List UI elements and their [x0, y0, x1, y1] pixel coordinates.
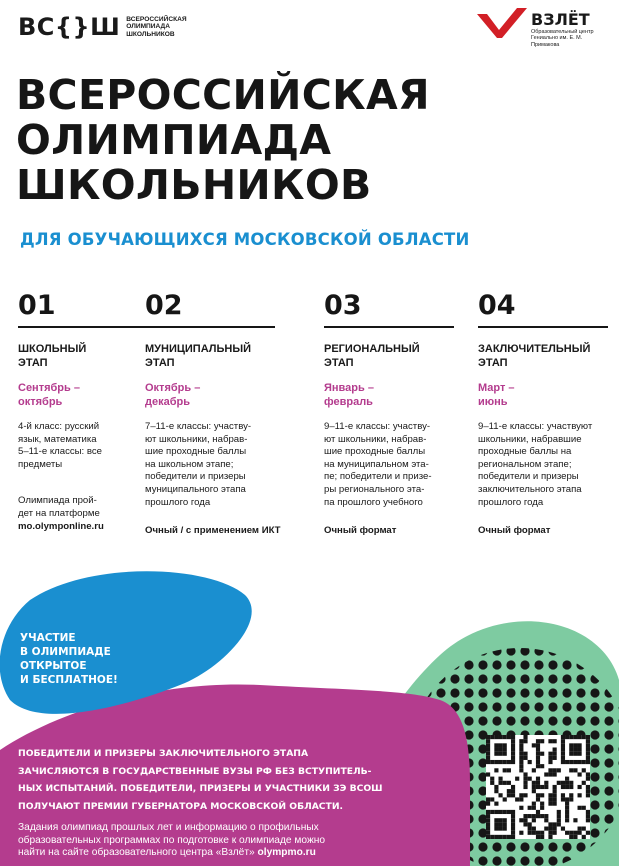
stage-name — [478, 342, 619, 370]
vsosh-logo-subtitle: ВСЕРОССИЙСКАЯ ОЛИМПИАДА ШКОЛЬНИКОВ — [126, 15, 187, 38]
vzlet-logo — [477, 8, 611, 48]
desc-line: на школьном этапе; — [145, 458, 234, 470]
stage-period-line: июнь — [478, 395, 508, 408]
page-subtitle: ДЛЯ ОБУЧАЮЩИХСЯ МОСКОВСКОЙ ОБЛАСТИ — [20, 230, 470, 249]
vzlet-logo-name: ВЗЛЁТ — [531, 10, 590, 29]
stage-number: 03 — [324, 290, 362, 321]
stage-name — [145, 342, 287, 370]
stage-name-line: ЭТАП — [18, 357, 48, 369]
stage-name-line: ЭТАП — [478, 357, 508, 369]
platform-line: Олимпиада прой- — [18, 495, 97, 507]
qr-code-icon[interactable] — [486, 735, 590, 839]
page-title — [16, 73, 430, 208]
stage-description — [478, 421, 619, 509]
stage-number: 01 — [18, 290, 56, 321]
vsosh-logo-mark: ВС{}Ш — [18, 13, 121, 41]
olympmo-url-link[interactable]: olympmo.ru — [257, 847, 316, 858]
stage-divider — [478, 326, 608, 328]
stage-period — [145, 382, 287, 409]
desc-line: пе; победители и призе- — [324, 471, 432, 483]
desc-line: заключительного этапа — [478, 483, 582, 495]
stage-platform — [18, 495, 160, 533]
stage-format: Очный формат — [324, 525, 397, 537]
desc-line: прошлого года — [478, 496, 544, 508]
stage-period-line: Январь – — [324, 382, 374, 394]
desc-line: 7–11-е классы: участву- — [145, 421, 252, 432]
desc-line: 4-й класс: русский — [18, 421, 100, 432]
stage-period-line: Март – — [478, 382, 515, 394]
stage-number: 02 — [145, 290, 183, 321]
stage-description — [18, 421, 160, 471]
stage-name-line: ЭТАП — [324, 357, 354, 369]
winners-line: ЗАЧИСЛЯЮТСЯ В ГОСУДАРСТВЕННЫЕ ВУЗЫ РФ БЕЗ ВСТУПИТЕЛЬ- — [18, 765, 372, 777]
vzlet-logo-subtitle: Образовательный центр Гениально им. Е. М. Примакова — [531, 29, 594, 48]
desc-line: язык, математика — [18, 433, 97, 445]
desc-line: победители и призеры — [145, 471, 246, 483]
winners-line: ПОЛУЧАЮТ ПРЕМИИ ГУБЕРНАТОРА МОСКОВСКОЙ ОБЛАСТИ. — [18, 800, 343, 812]
stage-name-line: МУНИЦИПАЛЬНЫЙ — [145, 343, 252, 355]
title-line: ВСЕРОССИЙСКАЯ — [16, 71, 430, 119]
stage-description — [145, 421, 287, 509]
free-line: ОТКРЫТОЕ — [20, 660, 87, 672]
desc-line: шие проходные баллы — [145, 446, 247, 458]
tasks-line: образовательных программах по подготовке к олимпиаде можно — [18, 834, 326, 846]
tasks-info-text — [18, 822, 458, 860]
winners-text — [18, 745, 438, 815]
desc-line: предметы — [18, 458, 63, 470]
desc-line: 9–11-е классы: участвуют — [478, 421, 593, 432]
stage-name-line: ЗАКЛЮЧИТЕЛЬНЫЙ — [478, 343, 591, 355]
desc-line: ют школьники, набрав- — [324, 433, 427, 445]
tasks-line: найти на сайте образовательного центра «Взлёт» — [18, 847, 255, 858]
desc-line: 5–11-е классы: все — [18, 446, 103, 458]
stage-description — [324, 421, 466, 509]
stage-period-line: Октябрь – — [145, 382, 201, 394]
vsosh-logo — [18, 13, 216, 41]
stage-name-line: РЕГИОНАЛЬНЫЙ — [324, 343, 420, 355]
stage-name — [324, 342, 466, 370]
desc-line: прошлого года — [145, 496, 211, 508]
desc-line: ют школьники, набрав- — [145, 433, 248, 445]
stage-divider — [18, 326, 148, 328]
tasks-line: Задания олимпиад прошлых лет и информацию о профильных — [18, 822, 319, 833]
desc-line: па прошлого учебного — [324, 496, 423, 508]
title-line: ОЛИМПИАДА — [16, 116, 332, 164]
desc-line: проходные баллы на — [478, 446, 572, 458]
desc-line: региональном этапе; — [478, 458, 572, 470]
winners-line: НЫХ ИСПЫТАНИЙ. ПОБЕДИТЕЛИ, ПРИЗЕРЫ И УЧАСТНИКИ ЗЭ ВСОШ — [18, 783, 383, 794]
stage-column-4 — [478, 292, 619, 537]
desc-line: школьники, набравшие — [478, 433, 582, 445]
free-line: В ОЛИМПИАДЕ — [20, 646, 111, 658]
stage-period — [478, 382, 619, 409]
stage-period — [324, 382, 466, 409]
desc-line: 9–11-е классы: участву- — [324, 421, 431, 432]
platform-url-link[interactable]: mo.olymponline.ru — [18, 520, 104, 532]
stage-column-2 — [145, 292, 287, 537]
desc-line: шие проходные баллы — [324, 446, 426, 458]
stage-period-line: декабрь — [145, 395, 190, 408]
desc-line: на муниципальном эта- — [324, 458, 429, 470]
stage-period-line: октябрь — [18, 395, 63, 408]
stage-name — [18, 342, 160, 370]
stage-divider — [324, 326, 454, 328]
free-participation-text — [20, 631, 180, 687]
platform-line: дет на платформе — [18, 507, 100, 519]
stage-period-line: Сентябрь – — [18, 382, 80, 394]
vzlet-check-icon — [477, 8, 527, 38]
stage-format: Очный формат — [478, 525, 551, 537]
stage-column-3 — [324, 292, 466, 537]
desc-line: победители и призеры — [478, 471, 579, 483]
free-line: УЧАСТИЕ — [20, 632, 76, 644]
stage-format: Очный / с применением ИКТ — [145, 525, 281, 537]
desc-line: муниципального этапа — [145, 483, 246, 495]
stage-name-line: ШКОЛЬНЫЙ — [18, 343, 87, 355]
stage-period — [18, 382, 160, 409]
stage-period-line: февраль — [324, 395, 373, 408]
free-line: И БЕСПЛАТНОЕ! — [20, 674, 118, 686]
stage-divider — [145, 326, 275, 328]
stage-name-line: ЭТАП — [145, 357, 175, 369]
winners-line: ПОБЕДИТЕЛИ И ПРИЗЕРЫ ЗАКЛЮЧИТЕЛЬНОГО ЭТАПА — [18, 748, 309, 759]
stage-number: 04 — [478, 290, 516, 321]
title-line: ШКОЛЬНИКОВ — [16, 161, 372, 209]
stage-column-1 — [18, 292, 160, 533]
desc-line: ры регионального эта- — [324, 483, 425, 495]
